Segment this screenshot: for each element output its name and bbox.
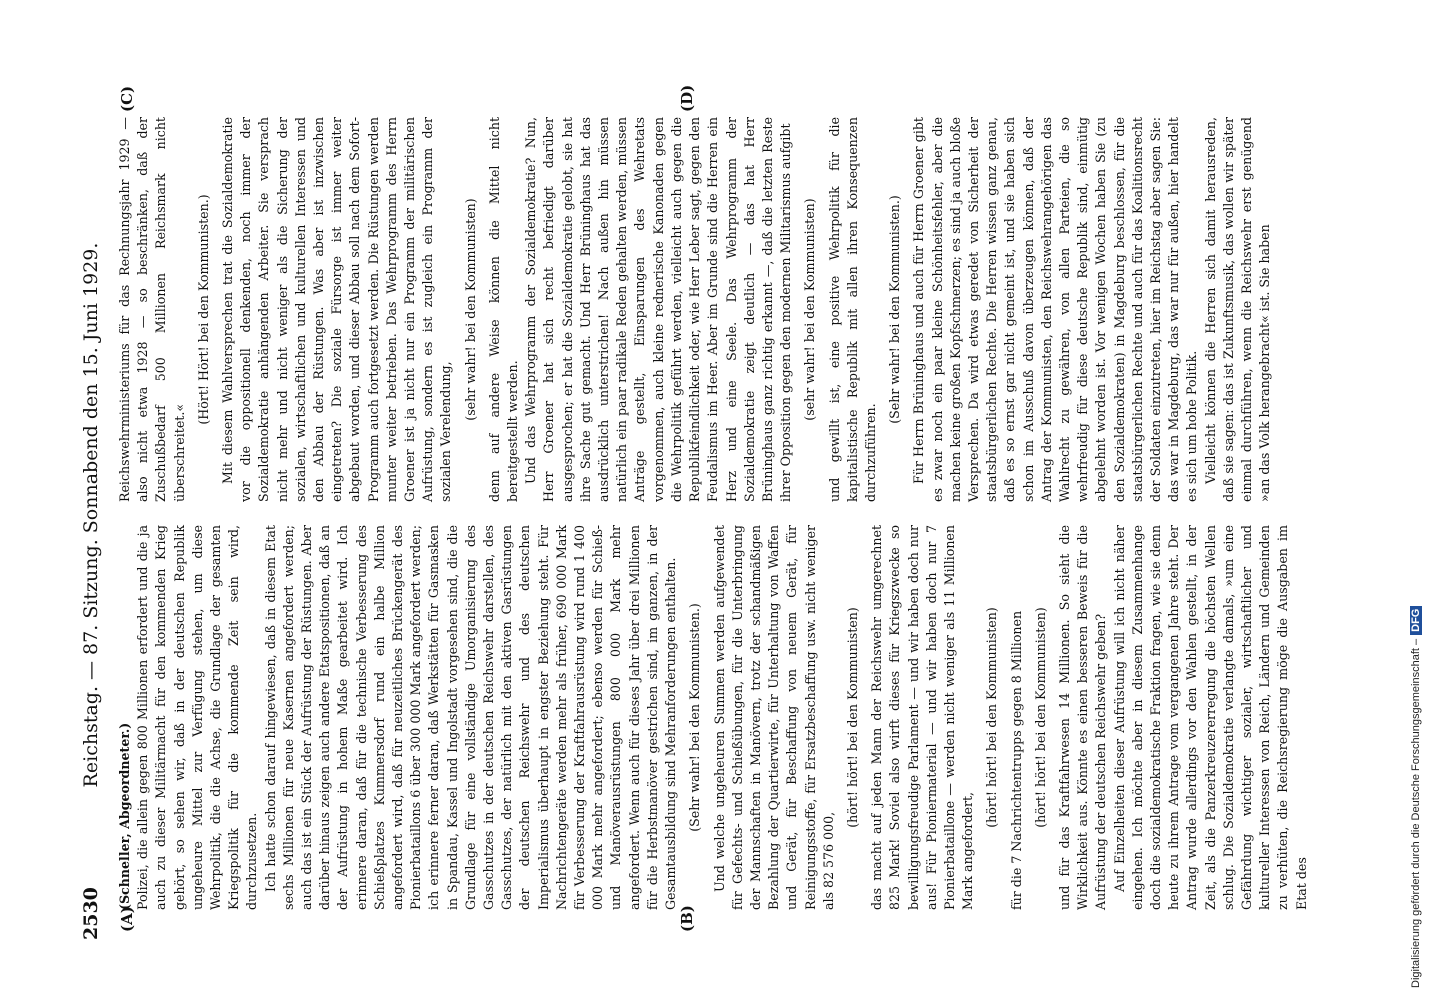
interjection: (Sehr wahr! bei den Kommunisten.): [687, 603, 703, 832]
paragraph: Polizei, die allein gegen 800 Millionen erfordert und die ja auch zu dieser Militärmacht für den kommenden Krieg gehört, so sehen wir, daß in der deutschen Republik ungeheure Mittel zur Verfügung stehen, um diese Wehrpolitik, die die Achse, die Grundlage der gesamten Kriegspolitik für die kommende Zeit sein wird, durchzusetzen.: [135, 525, 260, 910]
margin-marker-a: (A): [118, 906, 136, 932]
dfg-logo: DFG: [1410, 606, 1422, 635]
paragraph: Auf Einzelheiten dieser Aufrüstung will ich nicht näher eingehen. Ich möchte aber in diesem Zusammenhange doch die sozialdemokratische Fraktion fragen, wie sie denn heute zu ihrem Antrage vom vergangenen Jahre steht. Der Antrag wurde allerdings vor den Wahlen gestellt, in der Zeit, als die Panzerkreuzererregung die höchsten Wellen schlug. Die Sozialdemokratie verlangte damals, »um eine Gefährdung wichtiger sozialer, wirtschaftlicher und kultureller Interessen von Reich, Ländern und Gemeinden zu verhüten, die Reichsregierung möge die Ausgaben im Etat des: [1111, 525, 1309, 910]
left-column: [116, 525, 1309, 910]
paragraph: Reichswehrministeriums für das Rechnungsjahr 1929 — also nicht etwa 1928 — so beschränken, daß der Zuschußbedarf 500 Millionen Reichsmark nicht überschreitet.«: [117, 117, 187, 502]
paragraph: Mit diesem Wahlversprechen trat die Sozialdemokratie vor die oppositionell denkenden, noch immer der Sozialdemokratie anhängenden Arbeiter. Sie versprach nicht mehr und nicht weniger als die Sicherung der sozialen, wirtschaftlichen und kulturellen Interessen und den Abbau der Rüstungen. Was aber ist inzwischen eingetreten? Die soziale Fürsorge ist immer weiter abgebaut worden, und dieser Abbau soll nach dem Sofort-Programm auch fortgesetzt werden. Die Rüstungen werden munter weiter betrieben. Das Wehrprogramm des Herrn Groener ist ja nicht nur ein Programm der militärischen Aufrüstung, sondern es ist zugleich ein Programm der sozialen Verelendung,: [220, 117, 454, 502]
interjection: (hört! hört! bei den Kommunisten): [844, 607, 860, 828]
page-number: 2530: [80, 887, 102, 940]
interjection: (sehr wahr! bei den Kommunisten): [462, 198, 478, 421]
paragraph: für die 7 Nachrichtentrupps gegen 8 Millionen: [1008, 610, 1024, 910]
paragraph: das macht auf jeden Mann der Reichswehr umgerechnet 825 Mark! Soviel also wirft dieses für Kriegszwecke so bewilligungsfreudige Parlament — und wir haben doch nur aus! Für Pioniermaterial — und wir haben doch nur 7 Pionierbataillone — werden nicht weniger als 11 Millionen Mark angefordert,: [869, 525, 976, 910]
margin-marker-b: (B): [678, 905, 696, 932]
paragraph: Vielleicht können die Herren sich damit herausreden, daß sie sagen: das ist Zukunftsmusik, das wollen wir später einmal durchführen, wenn die Reichswehr erst genügend »an das Volk herangebracht« ist. Sie haben: [1202, 117, 1273, 502]
document-page: [80, 84, 1309, 940]
page-header: [80, 90, 106, 940]
page-title: Reichstag. — 87. Sitzung. Sonnabend den 15. Juni 1929.: [80, 242, 102, 788]
interjection: (Sehr wahr! bei den Kommunisten.): [887, 195, 903, 424]
paragraph: Und welche ungeheuren Summen werden aufgewendet für Gefechts- und Schießübungen, für die Unterbringung der Mannschaften in Manövern, trotz der schandmäßigen Bezahlung der Quartierwirte, für Unterhaltung von Waffen und Gerät, für Beschaffung von neuem Gerät, für Reinigungsstoffe, für Ersatzbeschaffung usw. nicht weniger als 82 576 000,: [711, 525, 836, 910]
right-column: [116, 117, 1276, 502]
paragraph: Und das Wehrprogramm der Sozialdemokratie? Nun, Herr Groener hat sich recht befriedigt darüber ausgesprochen; er hat die Sozialdemokratie gelobt, sie hat ihre Sache gut gemacht. Und Herr Brüninghaus hat das ausdrücklich unterstrichen! Nach außen hin müssen natürlich ein paar radikale Reden gehalten werden, müssen Anträge gestellt, Einsparungen des Wehretats vorgenommen, auch kleine rednerische Kanonaden gegen die Wehrpolitik geführt werden, vielleicht auch gegen die Republikfeindlichkeit oder, wie Herr Leber sagt, gegen den Feudalismus im Heer. Aber im Grunde sind die Herren ein Herz und eine Seele. Das Wehrprogramm der Sozialdemokratie zeigt deutlich — das hat Herr Brüninghaus ganz richtig erkannt —, daß die letzten Reste ihrer Opposition gegen den modernen Militarismus aufgibt: [523, 117, 794, 502]
margin-marker-d: (D): [678, 84, 696, 112]
margin-marker-c: (C): [118, 85, 136, 112]
paragraph: Für Herrn Brüninghaus und auch für Herrn Groener gibt es zwar noch ein paar kleine Schönheitsfehler, aber die machen keine großen Kopfschmerzen; es sind ja auch bloße Versprechen. Da wird etwas geredet von Sicherheit der staatsbürgerlichen Rechte. Die Herren wissen ganz genau, daß es so ernst gar nicht gemeint ist, und sie haben sich schon im Ausschuß davon überzeugen können, daß der Antrag der Kommunisten, den Reichswehrangehörigen das Wahlrecht zu gewähren, von allen Parteien, die so wehrfreudig für diese deutsche Republik sind, einmütig abgelehnt worden ist. Vor wenigen Wochen haben Sie (zu den Sozialdemokraten) in Magdeburg beschlossen, für die staatsbürgerlichen Rechte und auch für das Koalitionsrecht der Soldaten einzutreten, hier im Reichstag aber sagen Sie: das war in Magdeburg, das war nur für außen, hier handelt es sich um hohe Politik.: [911, 117, 1200, 502]
interjection: (sehr wahr! bei den Kommunisten): [802, 198, 818, 421]
credit-text: Digitalisierung gefördert durch die Deutsche Forschungsgemeinschaft –: [1410, 638, 1422, 988]
interjection: (hört! hört! bei den Kommunisten): [984, 607, 1000, 828]
paragraph: denn auf andere Weise können die Mittel nicht bereitgestellt werden.: [486, 117, 521, 502]
speaker-label: (Schneller, Abgeordneter.): [117, 722, 132, 910]
paragraph: und gewillt ist, eine positive Wehrpolitik für die kapitalistische Republik mit allen ihren Konsequenzen durchzuführen.: [826, 117, 878, 502]
paragraph: Ich hatte schon darauf hingewiesen, daß in diesem Etat sechs Millionen für neue Kasernen angefordert werden; auch das ist ein Stück der Aufrüstung der Rüstungen. Aber darüber hinaus zeigen auch andere Etatspositionen, daß an der Aufrüstung in hohem Maße gearbeitet wird. Ich erinnere daran, daß für die technische Verbesserung des Schießplatzes Kummersdorf rund ein halbe Million angefordert wird, daß für neuzeitliches Brückengerät des Pionierbataillons 6 über 300 000 Mark angefordert werden; ich erinnere ferner daran, daß Werkstätten für Gasmasken in Spandau, Kassel und Ingolstadt vorgesehen sind, die die Grundlage für eine vollständige Umorganisierung des Gasschutzes in der deutschen Reichswehr darstellen, des Gasschutzes, der natürlich mit den aktiven Gasrüstungen der deutschen Reichswehr und des deutschen Imperialismus überhaupt in engster Beziehung steht. Für Nachrichtengeräte werden mehr als früher, 690 000 Mark für Verbesserung der Kraftfahrausrüstung wird rund 1 400 000 Mark mehr angefordert; ebenso werden für Schieß- und Manöverausrüstungen 800 000 Mark mehr angefordert. Wenn auch für dieses Jahr über drei Millionen für die Herbstmanöver gestrichen sind, im ganzen, in der Gesamtausbildung sind Mehranforderungen enthalten.: [262, 525, 679, 910]
interjection: (Hört! Hört! bei den Kommunisten.): [195, 194, 211, 425]
digitization-credit: [1410, 606, 1422, 988]
interjection: (hört! hört! bei den Kommunisten): [1032, 607, 1048, 828]
paragraph: und für das Kraftfahrwesen 14 Millionen. So sieht die Wirklichkeit aus. Könnte es einen besseren Beweis für die Aufrüstung der deutschen Reichswehr geben?: [1056, 525, 1109, 910]
